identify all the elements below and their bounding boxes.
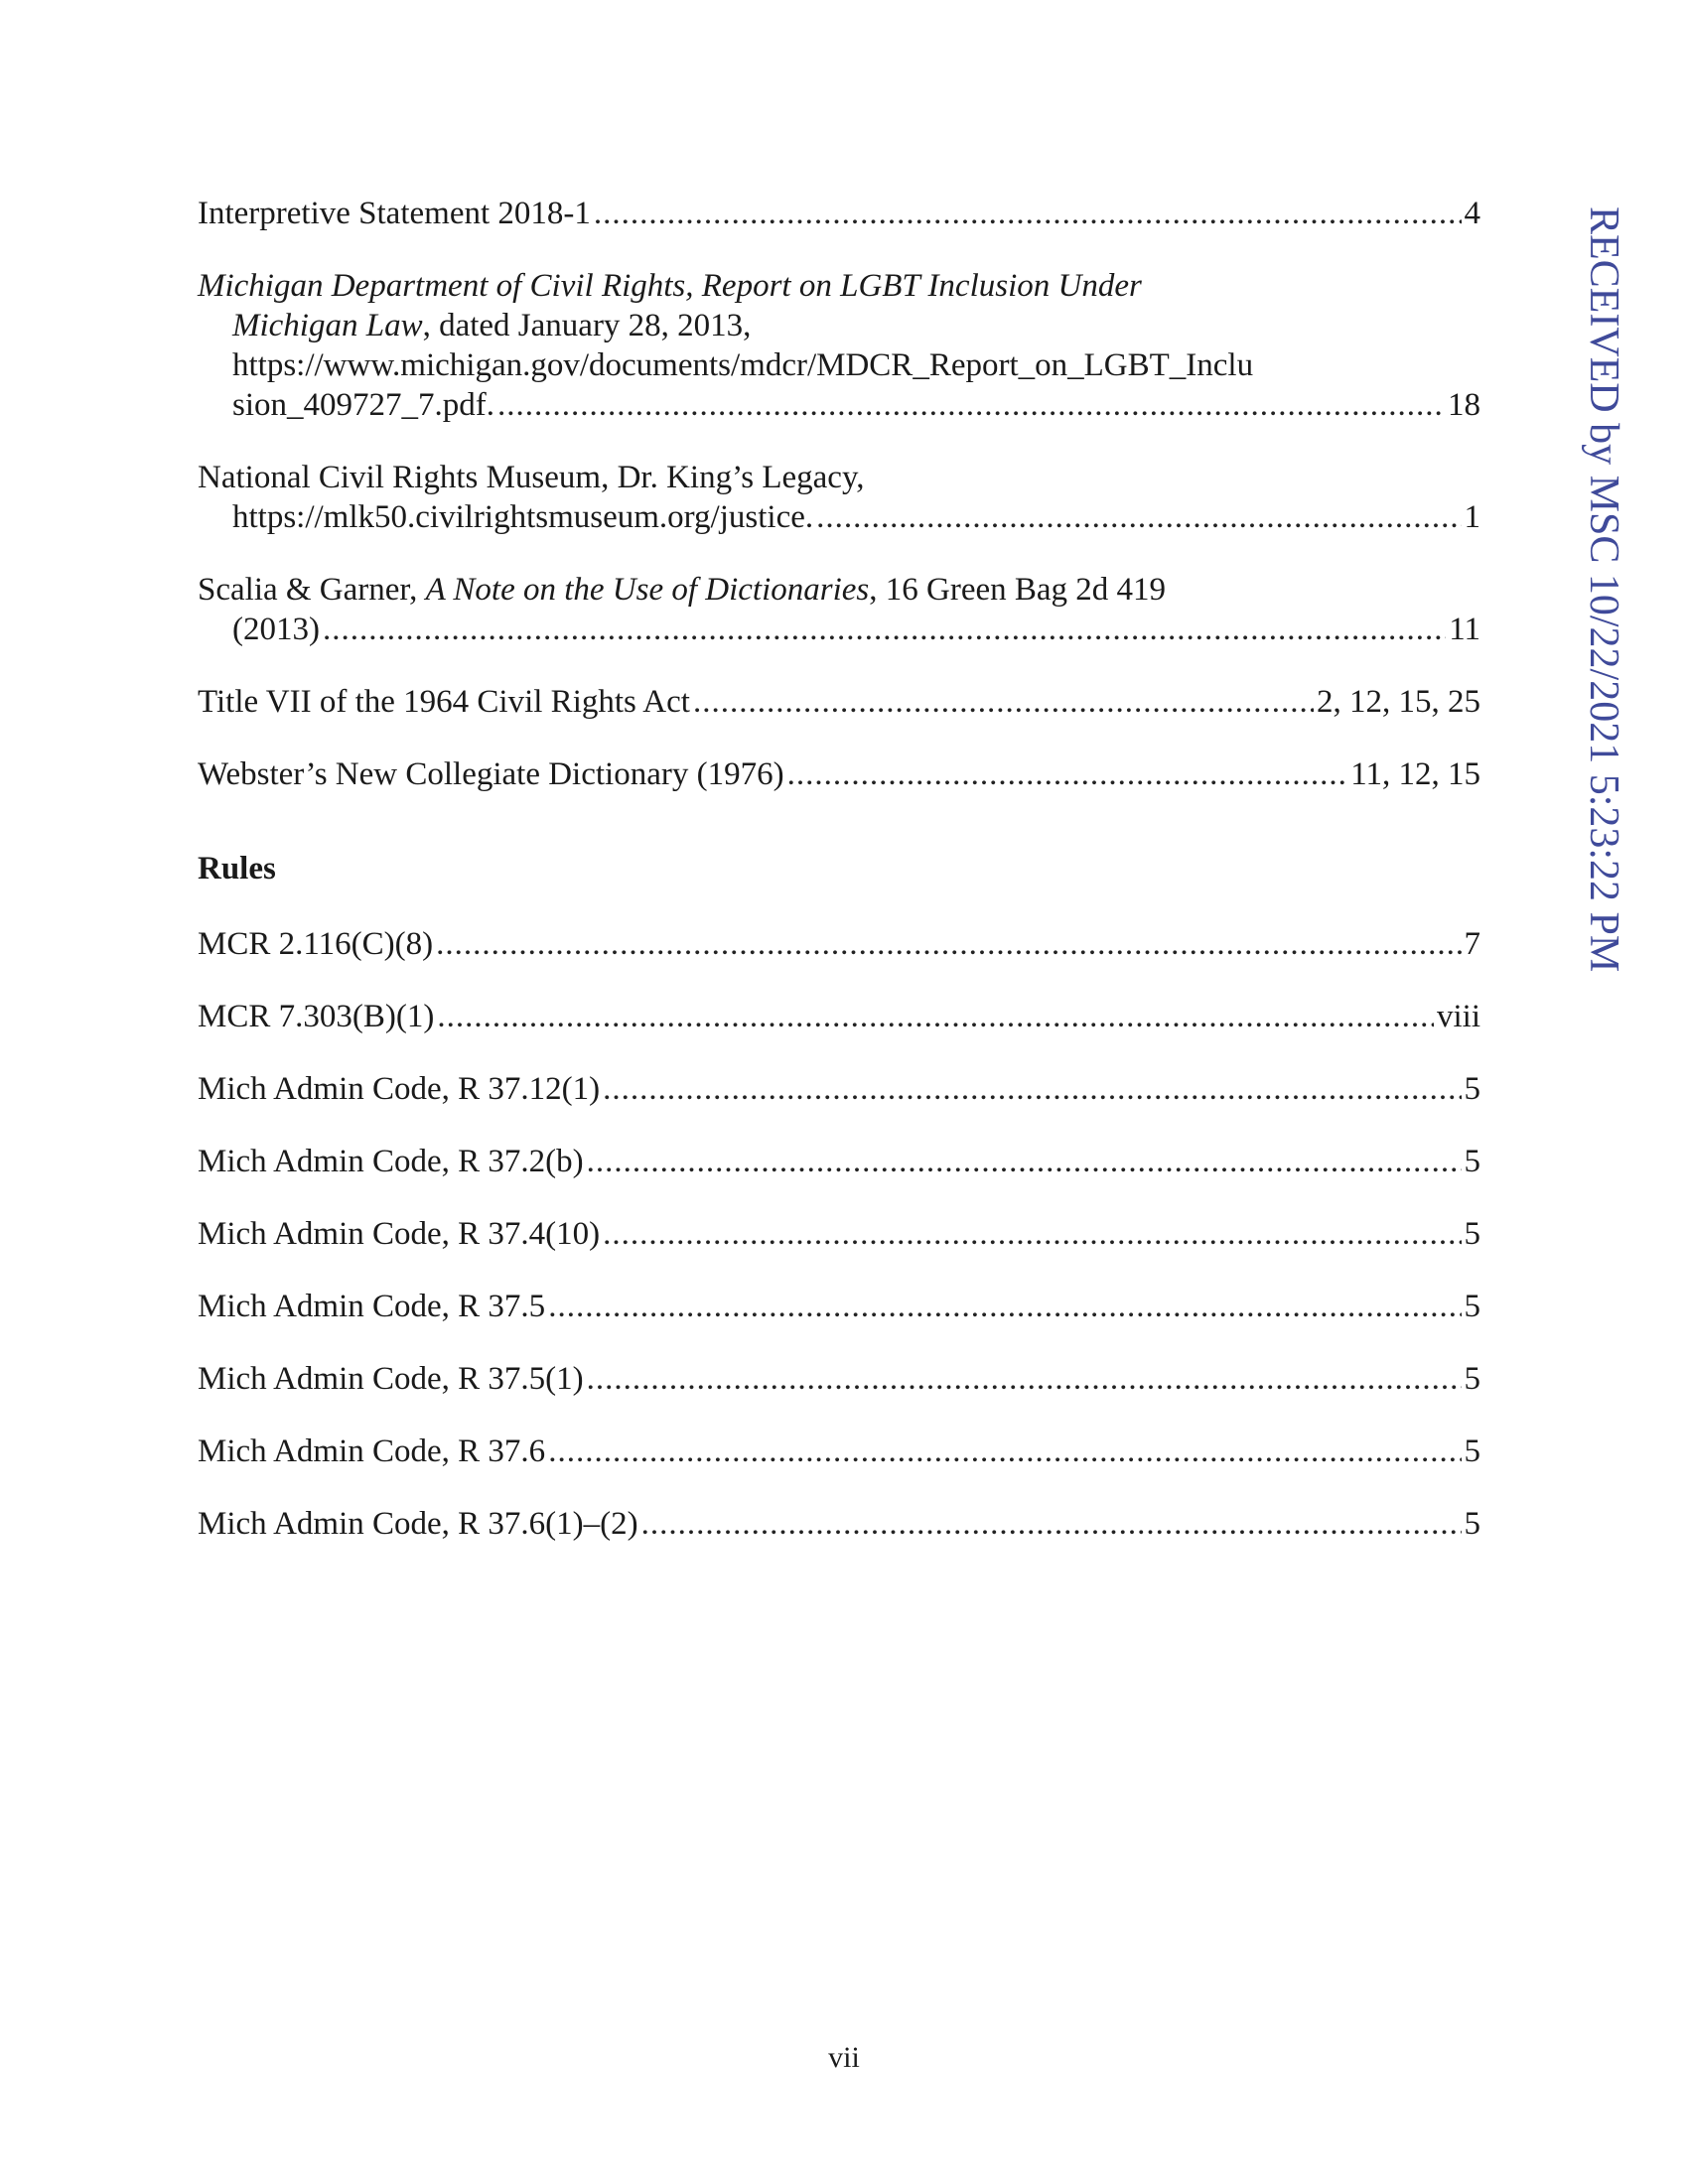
- dot-leader: [603, 1214, 1461, 1254]
- citation-text: Webster’s New Collegiate Dictionary (1976): [198, 756, 784, 792]
- authority-text: [198, 754, 784, 794]
- received-stamp: RECEIVED by MSC 10/22/2021 5:23:22 PM: [1581, 206, 1626, 973]
- citation-text: , dated January 28, 2013,: [422, 308, 752, 343]
- rule-label: Mich Admin Code, R 37.5(1): [198, 1361, 584, 1397]
- rule-line: [198, 997, 1480, 1036]
- authority-line: [198, 682, 1480, 722]
- dot-leader: [436, 924, 1461, 964]
- rule-line: [198, 1432, 1480, 1471]
- page-reference: 5: [1464, 1071, 1480, 1107]
- dot-leader: [548, 1287, 1461, 1326]
- page-reference: 5: [1464, 1216, 1480, 1252]
- citation-text: Interpretive Statement 2018-1: [198, 196, 591, 231]
- authority-text: [232, 610, 320, 649]
- dot-leader: [594, 194, 1462, 233]
- page-reference: 4: [1464, 196, 1480, 231]
- rule-entry: [198, 1214, 1480, 1254]
- rule-line: [198, 1069, 1480, 1109]
- page-reference: 11, 12, 15: [1350, 756, 1480, 792]
- rule-line: [198, 1214, 1480, 1254]
- page-number: vii: [828, 2041, 860, 2074]
- authority-text: [232, 497, 813, 537]
- authority-line: [198, 458, 1480, 497]
- authority-entry: [198, 682, 1480, 722]
- authority-line: [198, 754, 1480, 794]
- authority-text: [198, 268, 1142, 304]
- dot-leader: [497, 385, 1445, 425]
- citation-text: https://www.michigan.gov/documents/mdcr/MDCR_Report_on_LGBT_Inclu: [232, 347, 1254, 383]
- citation-text: Scalia & Garner,: [198, 572, 426, 608]
- italic-citation: Michigan Department of Civil Rights, Report on LGBT Inclusion Under: [198, 268, 1142, 304]
- authority-text: [232, 347, 1253, 383]
- page-reference: 2, 12, 15, 25: [1317, 684, 1480, 720]
- rule-entry: [198, 997, 1480, 1036]
- rule-line: [198, 1287, 1480, 1326]
- authority-line: [198, 266, 1480, 306]
- page-reference: 5: [1464, 1433, 1480, 1469]
- authority-text: [198, 572, 1166, 608]
- rule-entry: [198, 1142, 1480, 1181]
- authority-entry: [198, 754, 1480, 794]
- authority-line: [198, 610, 1480, 649]
- rule-line: [198, 1142, 1480, 1181]
- page-reference: 5: [1464, 1506, 1480, 1542]
- authority-entry: [198, 458, 1480, 537]
- rule-label: MCR 7.303(B)(1): [198, 999, 435, 1034]
- dot-leader: [816, 497, 1461, 537]
- authority-entry: [198, 570, 1480, 649]
- authority-entry: [198, 266, 1480, 425]
- rule-line: [198, 1504, 1480, 1544]
- authority-line: [198, 385, 1480, 425]
- rule-label: Mich Admin Code, R 37.4(10): [198, 1216, 601, 1252]
- page-reference: 1: [1464, 499, 1480, 535]
- citation-text: , 16 Green Bag 2d 419: [869, 572, 1167, 608]
- rule-label: Mich Admin Code, R 37.5: [198, 1289, 546, 1324]
- rule-label: Mich Admin Code, R 37.12(1): [198, 1071, 601, 1107]
- citation-text: Title VII of the 1964 Civil Rights Act: [198, 684, 690, 720]
- page-reference: viii: [1436, 999, 1480, 1034]
- dot-leader: [603, 1069, 1461, 1109]
- italic-citation: A Note on the Use of Dictionaries: [425, 572, 870, 608]
- authority-line: [198, 345, 1480, 385]
- page-reference: 7: [1464, 926, 1480, 962]
- rule-line: [198, 1359, 1480, 1399]
- rule-entry: [198, 1359, 1480, 1399]
- rule-label: Mich Admin Code, R 37.6(1)–(2): [198, 1506, 638, 1542]
- other-authorities-list: [198, 194, 1480, 794]
- rule-entry: [198, 1069, 1480, 1109]
- authority-text: [232, 308, 751, 343]
- dot-leader: [323, 610, 1446, 649]
- dot-leader: [693, 682, 1314, 722]
- dot-leader: [641, 1504, 1462, 1544]
- dot-leader: [787, 754, 1348, 794]
- authority-line: [198, 306, 1480, 345]
- authority-text: [198, 682, 690, 722]
- authority-line: [198, 570, 1480, 610]
- dot-leader: [587, 1142, 1462, 1181]
- rule-entry: [198, 1504, 1480, 1544]
- page-reference: 5: [1464, 1289, 1480, 1324]
- authority-text: [198, 460, 865, 495]
- rules-heading: Rules: [198, 851, 276, 887]
- authority-line: [198, 497, 1480, 537]
- rule-label: Mich Admin Code, R 37.2(b): [198, 1144, 584, 1179]
- page-reference: 5: [1464, 1361, 1480, 1397]
- rules-list: [198, 924, 1480, 1544]
- rule-label: MCR 2.116(C)(8): [198, 926, 434, 962]
- italic-citation: Michigan Law: [232, 308, 423, 343]
- page-reference: 5: [1464, 1144, 1480, 1179]
- page-reference: 11: [1449, 612, 1480, 647]
- rule-line: [198, 924, 1480, 964]
- rule-entry: [198, 1287, 1480, 1326]
- rule-entry: [198, 1432, 1480, 1471]
- citation-text: sion_409727_7.pdf.: [232, 387, 494, 423]
- authority-text: [232, 385, 494, 425]
- table-of-authorities: [198, 194, 1480, 1576]
- authority-entry: [198, 194, 1480, 233]
- authority-text: [198, 194, 591, 233]
- authority-line: [198, 194, 1480, 233]
- dot-leader: [437, 997, 1434, 1036]
- page-reference: 18: [1448, 387, 1480, 423]
- citation-text: (2013): [232, 612, 320, 647]
- citation-text: https://mlk50.civilrightsmuseum.org/justice.: [232, 499, 814, 535]
- rule-entry: [198, 924, 1480, 964]
- dot-leader: [548, 1432, 1461, 1471]
- rule-label: Mich Admin Code, R 37.6: [198, 1433, 546, 1469]
- dot-leader: [587, 1359, 1462, 1399]
- citation-text: National Civil Rights Museum, Dr. King’s Legacy,: [198, 460, 865, 495]
